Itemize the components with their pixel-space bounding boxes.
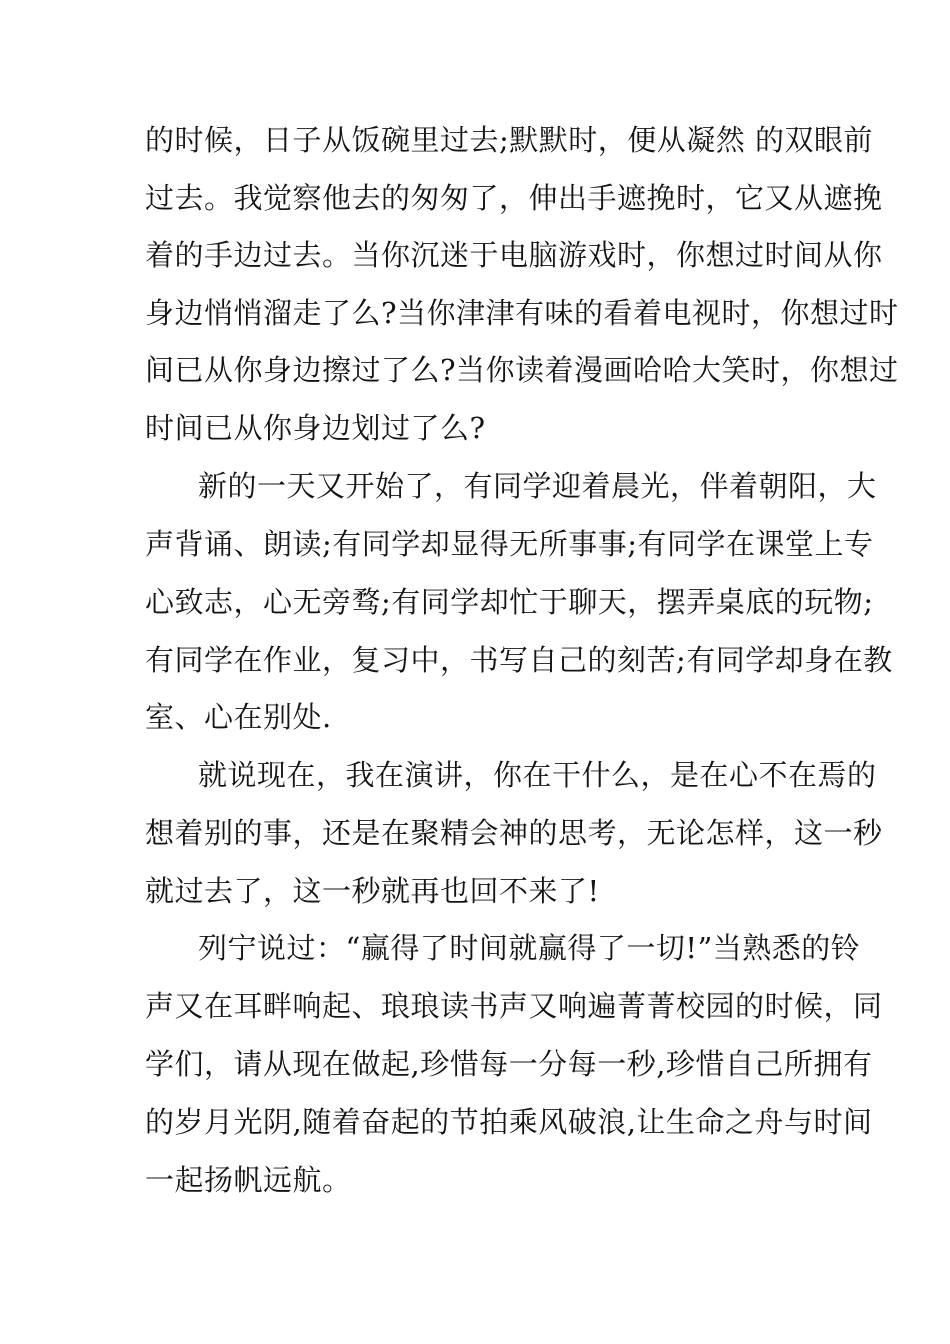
- text-line: 声背诵、朗读;有同学却显得无所事事;有同学在课堂上专: [145, 527, 874, 561]
- text-line: 有同学在作业，复习中，书写自己的刻苦;有同学却身在教: [145, 643, 893, 677]
- text-line: 就过去了，这一秒就再也回不来了!: [145, 874, 600, 908]
- text-line: 学们，请从现在做起,珍惜每一分每一秒,珍惜自己所拥有: [145, 1047, 873, 1081]
- text-line: 间已从你身边擦过了么?当你读着漫画哈哈大笑时，你想过: [145, 353, 899, 387]
- text-line: 一起扬帆远航。: [145, 1163, 352, 1197]
- paragraph-first-line: 列宁说过：“赢得了时间就赢得了一切!”当熟悉的铃: [198, 931, 861, 965]
- text-line: 室、心在别处.: [145, 700, 332, 734]
- text-line: 身边悄悄溜走了么?当你津津有味的看着电视时，你想过时: [145, 296, 899, 330]
- text-line: 心致志，心无旁骛;有同学却忙于聊天，摆弄桌底的玩物;: [145, 585, 874, 619]
- text-line: 时间已从你身边划过了么?: [145, 411, 486, 445]
- text-line: 过去。我觉察他去的匆匆了，伸出手遮挽时，它又从遮挽: [145, 181, 883, 215]
- text-line: 的岁月光阴,随着奋起的节拍乘风破浪,让生命之舟与时间: [145, 1105, 873, 1139]
- paragraph-first-line: 新的一天又开始了，有同学迎着晨光，伴着朝阳，大: [198, 469, 877, 503]
- text-line: 的时候，日子从饭碗里过去;默默时，便从凝然 的双眼前: [145, 123, 873, 157]
- text-line: 声又在耳畔响起、琅琅读书声又响遍菁菁校园的时候，同: [145, 989, 883, 1023]
- text-line: 着的手边过去。当你沉迷于电脑游戏时，你想过时间从你: [145, 238, 883, 272]
- paragraph-first-line: 就说现在，我在演讲，你在干什么，是在心不在焉的: [198, 758, 877, 792]
- text-line: 想着别的事，还是在聚精会神的思考，无论怎样，这一秒: [145, 816, 883, 850]
